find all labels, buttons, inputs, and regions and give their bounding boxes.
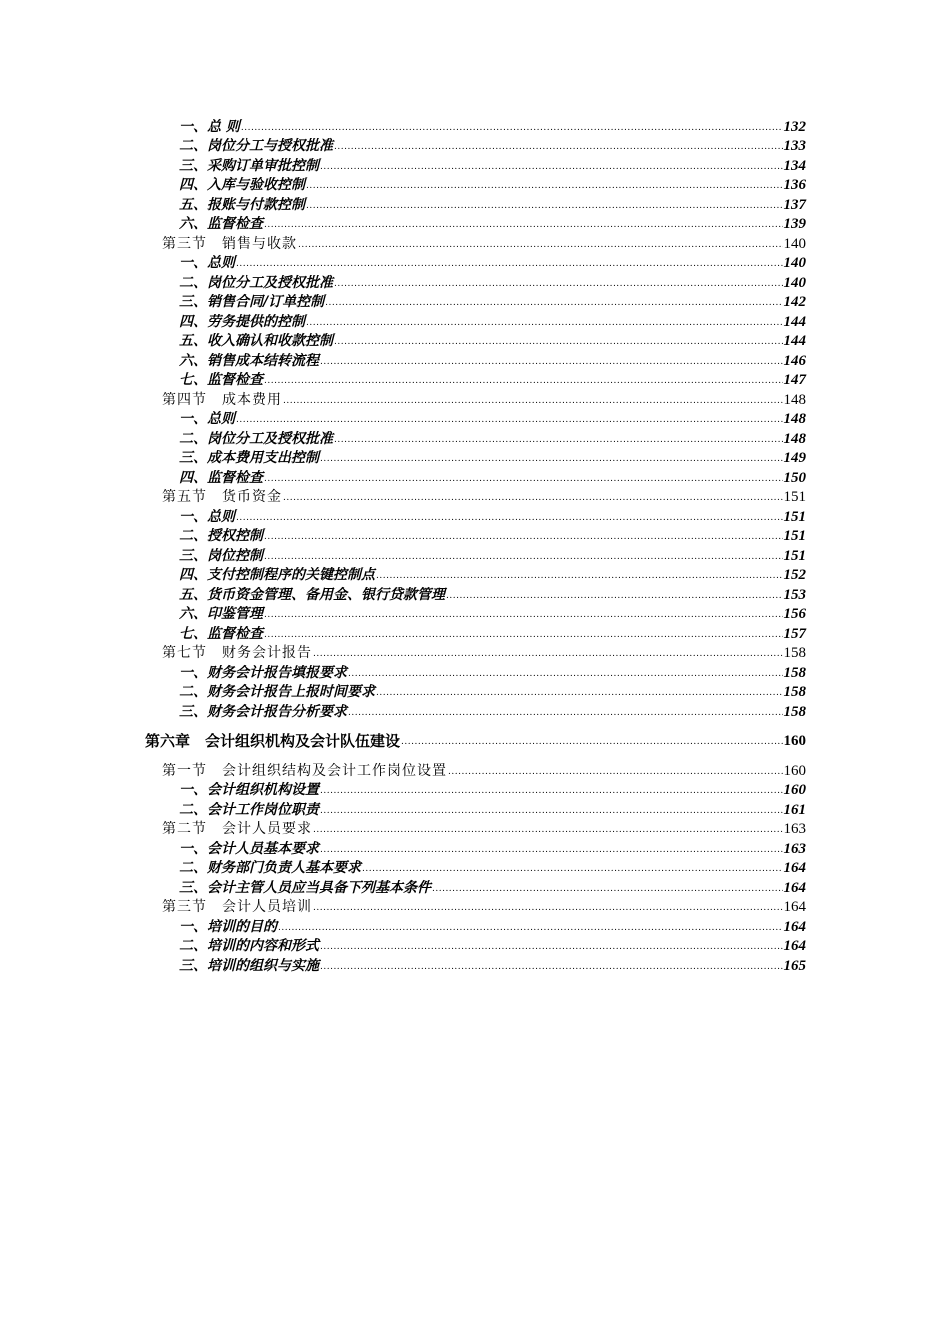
toc-entry-label: 六、销售成本结转流程 bbox=[179, 352, 319, 369]
dot-leader bbox=[264, 630, 783, 640]
toc-entry-page-number: 164 bbox=[783, 879, 806, 896]
toc-entry-page-number: 148 bbox=[783, 411, 806, 427]
toc-entry-label: 第三节 销售与收款 bbox=[162, 235, 297, 252]
toc-entry-page-number: 133 bbox=[783, 138, 806, 154]
dot-leader bbox=[298, 240, 783, 250]
toc-item-entry[interactable] bbox=[179, 603, 806, 623]
toc-entry-page-number: 156 bbox=[783, 606, 806, 622]
toc-entry-page-number: 160 bbox=[783, 733, 806, 749]
dot-leader bbox=[264, 532, 783, 542]
toc-item-entry[interactable] bbox=[179, 837, 806, 857]
toc-entry-page-number: 140 bbox=[783, 235, 806, 252]
toc-entry-label: 第一节 会计组织结构及会计工作岗位设置 bbox=[162, 762, 447, 779]
dot-leader bbox=[320, 806, 783, 816]
toc-entry-page-number: 152 bbox=[783, 567, 806, 583]
toc-entry-label: 二、财务会计报告上报时间要求 bbox=[179, 684, 375, 700]
toc-item-entry[interactable] bbox=[179, 115, 806, 135]
toc-entry-label: 二、财务部门负责人基本要求 bbox=[179, 860, 361, 876]
toc-entry-page-number: 164 bbox=[783, 938, 806, 954]
toc-entry-page-number: 164 bbox=[783, 899, 806, 915]
dot-leader bbox=[334, 279, 783, 289]
toc-entry-label: 第二节 会计人员要求 bbox=[162, 821, 312, 837]
dot-leader bbox=[320, 454, 783, 464]
dot-leader bbox=[348, 669, 783, 679]
toc-item-entry[interactable] bbox=[179, 700, 806, 720]
dot-leader bbox=[306, 201, 783, 211]
dot-leader bbox=[320, 942, 783, 952]
dot-leader bbox=[264, 610, 783, 620]
toc-entry-page-number: 149 bbox=[783, 450, 806, 466]
toc-entry-label: 一、总则 bbox=[179, 255, 235, 271]
toc-item-entry[interactable] bbox=[179, 935, 806, 955]
toc-entry-page-number: 163 bbox=[783, 821, 806, 837]
toc-entry-label: 五、货币资金管理、备用金、银行贷款管理 bbox=[179, 586, 445, 603]
dot-leader bbox=[334, 142, 783, 152]
toc-item-entry[interactable] bbox=[179, 135, 806, 155]
toc-item-entry[interactable] bbox=[179, 622, 806, 642]
toc-item-entry[interactable] bbox=[179, 661, 806, 681]
dot-leader bbox=[264, 220, 783, 230]
dot-leader bbox=[236, 513, 783, 523]
toc-entry-label: 四、入库与验收控制 bbox=[179, 177, 305, 193]
toc-entry-page-number: 158 bbox=[783, 664, 806, 681]
toc-item-entry[interactable] bbox=[179, 466, 806, 486]
toc-section-entry[interactable] bbox=[162, 896, 806, 916]
toc-entry-page-number: 146 bbox=[783, 352, 806, 369]
toc-entry-page-number: 144 bbox=[783, 313, 806, 330]
toc-entry-page-number: 142 bbox=[783, 294, 806, 310]
dot-leader bbox=[320, 845, 783, 855]
toc-entry-page-number: 151 bbox=[783, 489, 806, 505]
toc-entry-label: 三、财务会计报告分析要求 bbox=[179, 703, 347, 720]
toc-item-entry[interactable] bbox=[179, 252, 806, 272]
toc-entry-page-number: 132 bbox=[783, 118, 806, 135]
toc-item-entry[interactable] bbox=[179, 408, 806, 428]
dot-leader bbox=[236, 259, 783, 269]
toc-entry-label: 三、成本费用支出控制 bbox=[179, 450, 319, 466]
toc-section-entry[interactable] bbox=[162, 818, 806, 838]
dot-leader bbox=[325, 298, 782, 308]
toc-entry-label: 一、财务会计报告填报要求 bbox=[179, 664, 347, 681]
toc-entry-label: 四、劳务提供的控制 bbox=[179, 313, 305, 330]
toc-entry-page-number: 150 bbox=[783, 469, 806, 486]
toc-entry-page-number: 139 bbox=[783, 216, 806, 232]
toc-entry-label: 一、总则 bbox=[179, 508, 235, 525]
dot-leader bbox=[320, 162, 783, 172]
toc-item-entry[interactable] bbox=[179, 954, 806, 974]
dot-leader bbox=[448, 767, 783, 777]
toc-item-entry[interactable] bbox=[179, 174, 806, 194]
toc-entry-label: 第七节 财务会计报告 bbox=[162, 645, 312, 661]
toc-item-entry[interactable] bbox=[179, 857, 806, 877]
toc-entry-label: 第四节 成本费用 bbox=[162, 391, 282, 408]
toc-entry-label: 第六章 会计组织机构及会计队伍建设 bbox=[145, 732, 401, 750]
toc-section-entry[interactable] bbox=[162, 642, 806, 662]
toc-item-entry[interactable] bbox=[179, 779, 806, 799]
toc-entry-page-number: 151 bbox=[783, 547, 806, 564]
toc-entry-page-number: 161 bbox=[783, 801, 806, 818]
toc-section-entry[interactable] bbox=[162, 388, 806, 408]
toc-entry-label: 二、培训的内容和形式 bbox=[179, 938, 319, 954]
toc-entry-page-number: 153 bbox=[783, 586, 806, 603]
toc-entry-label: 二、岗位分工与授权批准 bbox=[179, 138, 333, 154]
toc-entry-label: 六、监督检查 bbox=[179, 216, 263, 232]
dot-leader bbox=[376, 688, 783, 698]
toc-entry-page-number: 165 bbox=[783, 957, 806, 974]
dot-leader bbox=[320, 962, 783, 972]
toc-item-entry[interactable] bbox=[179, 213, 806, 233]
toc-section-entry[interactable] bbox=[162, 759, 806, 779]
toc-item-entry[interactable] bbox=[179, 915, 806, 935]
dot-leader bbox=[320, 786, 783, 796]
toc-entry-page-number: 148 bbox=[783, 391, 806, 408]
dot-leader bbox=[334, 435, 783, 445]
dot-leader bbox=[401, 737, 782, 747]
toc-section-entry[interactable] bbox=[162, 232, 806, 252]
dot-leader bbox=[313, 825, 783, 835]
toc-entry-label: 二、岗位分工及授权批准 bbox=[179, 430, 333, 447]
toc-entry-page-number: 136 bbox=[783, 177, 806, 193]
toc-item-entry[interactable] bbox=[179, 544, 806, 564]
toc-entry-label: 一、会计组织机构设置 bbox=[179, 782, 319, 798]
toc-entry-label: 一、总则 bbox=[179, 411, 235, 427]
toc-entry-page-number: 160 bbox=[783, 782, 806, 798]
toc-entry-page-number: 151 bbox=[783, 508, 806, 525]
toc-entry-label: 五、收入确认和收款控制 bbox=[179, 333, 333, 349]
toc-item-entry[interactable] bbox=[179, 583, 806, 603]
dot-leader bbox=[432, 884, 783, 894]
dot-leader bbox=[264, 474, 783, 484]
toc-entry-page-number: 148 bbox=[783, 430, 806, 447]
dot-leader bbox=[334, 337, 783, 347]
dot-leader bbox=[313, 649, 783, 659]
toc-item-entry[interactable] bbox=[179, 876, 806, 896]
dot-leader bbox=[241, 123, 783, 133]
toc-entry-label: 三、岗位控制 bbox=[179, 547, 263, 564]
toc-item-entry[interactable] bbox=[179, 798, 806, 818]
dot-leader bbox=[264, 376, 783, 386]
toc-entry-page-number: 134 bbox=[783, 157, 806, 174]
toc-entry-label: 七、监督检查 bbox=[179, 372, 263, 388]
toc-entry-label: 一、总 则 bbox=[179, 118, 240, 135]
toc-item-entry[interactable] bbox=[179, 291, 806, 311]
toc-item-entry[interactable] bbox=[179, 330, 806, 350]
toc-section-entry[interactable] bbox=[162, 486, 806, 506]
toc-entry-label: 二、岗位分工及授权批准 bbox=[179, 274, 333, 291]
toc-item-entry[interactable] bbox=[179, 505, 806, 525]
toc-entry-label: 二、授权控制 bbox=[179, 528, 263, 544]
toc-item-entry[interactable] bbox=[179, 349, 806, 369]
dot-leader bbox=[376, 571, 783, 581]
toc-entry-label: 四、支付控制程序的关键控制点 bbox=[179, 567, 375, 583]
dot-leader bbox=[283, 493, 783, 503]
toc-entry-label: 二、会计工作岗位职责 bbox=[179, 801, 319, 818]
toc-item-entry[interactable] bbox=[179, 681, 806, 701]
toc-item-entry[interactable] bbox=[179, 447, 806, 467]
dot-leader bbox=[264, 552, 783, 562]
toc-entry-page-number: 158 bbox=[783, 684, 806, 700]
table-of-contents bbox=[0, 115, 950, 974]
dot-leader bbox=[278, 923, 783, 933]
toc-item-entry[interactable] bbox=[179, 154, 806, 174]
dot-leader bbox=[283, 396, 783, 406]
dot-leader bbox=[306, 318, 783, 328]
toc-entry-page-number: 164 bbox=[783, 860, 806, 876]
dot-leader bbox=[236, 415, 783, 425]
dot-leader bbox=[320, 357, 783, 367]
toc-entry-label: 五、报账与付款控制 bbox=[179, 196, 305, 213]
toc-entry-page-number: 158 bbox=[783, 703, 806, 720]
toc-chapter-entry[interactable] bbox=[145, 730, 806, 750]
dot-leader bbox=[313, 903, 783, 913]
toc-entry-label: 一、会计人员基本要求 bbox=[179, 840, 319, 857]
dot-leader bbox=[446, 591, 783, 601]
toc-entry-page-number: 144 bbox=[783, 333, 806, 349]
toc-item-entry[interactable] bbox=[179, 310, 806, 330]
toc-entry-label: 三、销售合同/订单控制 bbox=[179, 294, 325, 310]
dot-leader bbox=[348, 708, 783, 718]
toc-entry-label: 一、培训的目的 bbox=[179, 918, 277, 935]
toc-entry-page-number: 140 bbox=[783, 255, 806, 271]
toc-entry-page-number: 160 bbox=[783, 762, 806, 779]
toc-entry-label: 四、监督检查 bbox=[179, 469, 263, 486]
toc-entry-page-number: 163 bbox=[783, 840, 806, 857]
toc-item-entry[interactable] bbox=[179, 271, 806, 291]
toc-entry-label: 三、采购订单审批控制 bbox=[179, 157, 319, 174]
dot-leader bbox=[362, 864, 783, 874]
toc-entry-page-number: 137 bbox=[783, 196, 806, 213]
toc-entry-page-number: 158 bbox=[783, 645, 806, 661]
toc-item-entry[interactable] bbox=[179, 193, 806, 213]
toc-item-entry[interactable] bbox=[179, 525, 806, 545]
toc-entry-page-number: 157 bbox=[783, 625, 806, 642]
toc-item-entry[interactable] bbox=[179, 369, 806, 389]
toc-entry-page-number: 164 bbox=[783, 918, 806, 935]
toc-entry-page-number: 151 bbox=[783, 528, 806, 544]
dot-leader bbox=[306, 181, 783, 191]
toc-entry-page-number: 147 bbox=[783, 372, 806, 388]
toc-entry-label: 第三节 会计人员培训 bbox=[162, 899, 312, 915]
toc-item-entry[interactable] bbox=[179, 564, 806, 584]
toc-item-entry[interactable] bbox=[179, 427, 806, 447]
toc-entry-label: 第五节 货币资金 bbox=[162, 489, 282, 505]
toc-entry-label: 三、会计主管人员应当具备下列基本条件 bbox=[179, 879, 431, 896]
toc-entry-page-number: 140 bbox=[783, 274, 806, 291]
toc-entry-label: 三、培训的组织与实施 bbox=[179, 957, 319, 974]
toc-entry-label: 六、印鉴管理 bbox=[179, 606, 263, 622]
toc-entry-label: 七、监督检查 bbox=[179, 625, 263, 642]
